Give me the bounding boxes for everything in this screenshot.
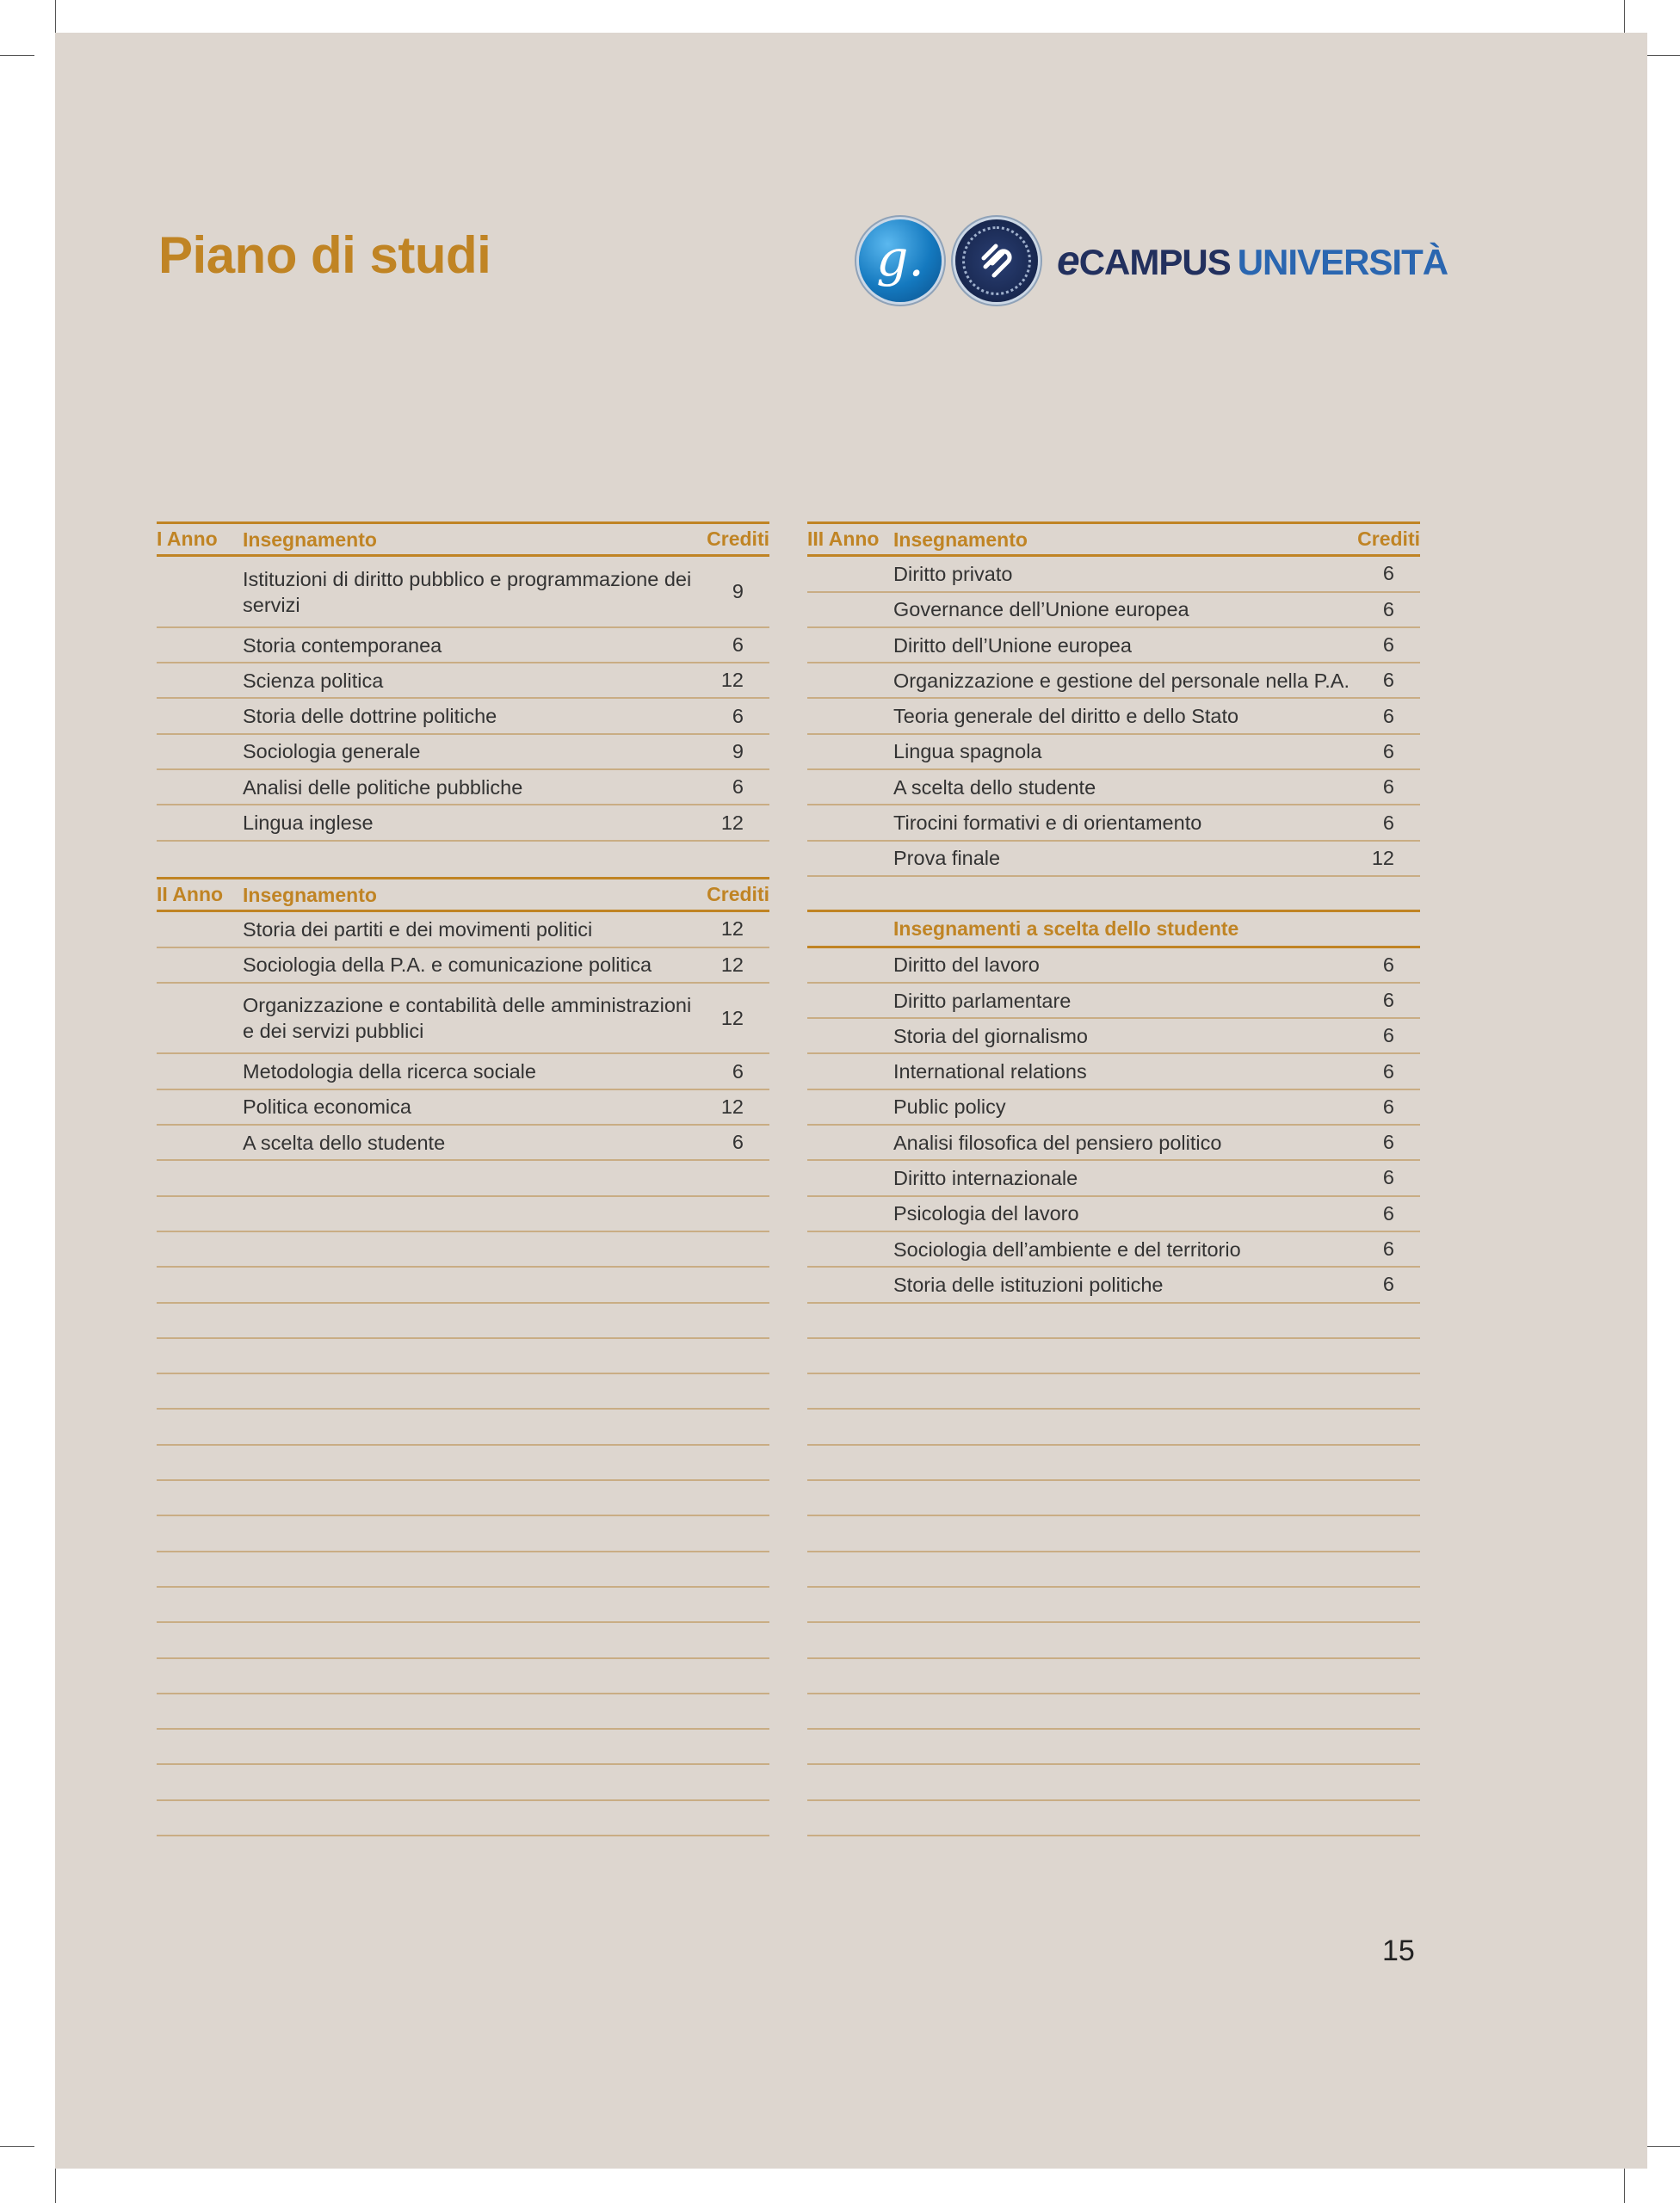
table-header-year1 xyxy=(157,521,769,557)
logo-group xyxy=(859,217,1448,305)
course-name: Lingua inglese xyxy=(243,811,374,835)
table-row xyxy=(807,1126,1420,1161)
course-credits: 6 xyxy=(1382,1166,1394,1189)
course-name: Istituzioni di diritto pubblico e programmazione dei servizi xyxy=(243,567,692,616)
table-row xyxy=(807,593,1420,628)
course-name: Analisi delle politiche pubbliche xyxy=(243,775,523,799)
crop-mark xyxy=(0,55,34,56)
course-credits: 6 xyxy=(1382,1131,1394,1154)
course-credits: 6 xyxy=(1382,1059,1394,1083)
course-credits: 6 xyxy=(1382,704,1394,727)
course-credits: 6 xyxy=(732,1059,744,1083)
g-logo-letter: g. xyxy=(876,229,924,287)
empty-ruled-line xyxy=(157,1659,769,1694)
course-name: Diritto del lavoro xyxy=(893,953,1040,977)
table-header-year3 xyxy=(807,521,1420,557)
table-row xyxy=(157,735,769,770)
empty-ruled-line xyxy=(807,1516,1420,1552)
course-name: Sociologia dell’ambiente e del territorio xyxy=(893,1237,1241,1261)
course-credits: 6 xyxy=(732,633,744,657)
page-title: Piano di studi xyxy=(158,226,491,284)
table-row xyxy=(807,735,1420,770)
course-name: Storia delle istituzioni politiche xyxy=(893,1273,1164,1296)
crop-mark xyxy=(55,2169,56,2203)
empty-ruled-line xyxy=(157,1197,769,1232)
course-name: Storia dei partiti e dei movimenti politici xyxy=(243,917,593,941)
empty-ruled-line xyxy=(807,1659,1420,1694)
table-row xyxy=(807,663,1420,699)
course-name: Storia contemporanea xyxy=(243,633,442,657)
course-credits: 6 xyxy=(1382,989,1394,1011)
course-name: Governance dell’Unione europea xyxy=(893,598,1189,621)
empty-ruled-line xyxy=(157,1481,769,1516)
course-credits: 12 xyxy=(720,1006,744,1029)
course-credits: 6 xyxy=(1382,669,1394,692)
empty-ruled-line xyxy=(157,1623,769,1658)
course-name: Organizzazione e contabilità delle amministrazioni e dei servizi pubblici xyxy=(243,994,692,1043)
empty-ruled-line xyxy=(157,1232,769,1268)
course-credits: 12 xyxy=(720,669,744,692)
ecampus-seal-icon xyxy=(955,219,1038,302)
table-row xyxy=(807,1197,1420,1232)
course-name: Diritto parlamentare xyxy=(893,989,1072,1012)
empty-ruled-line xyxy=(807,1304,1420,1339)
blank-lines xyxy=(157,1161,769,1836)
table-row xyxy=(807,805,1420,841)
table-row xyxy=(157,770,769,805)
course-credits: 6 xyxy=(1382,562,1394,585)
column-header-name: Insegnamento xyxy=(893,528,1028,551)
empty-ruled-line xyxy=(157,1161,769,1196)
table-row xyxy=(157,628,769,663)
empty-ruled-line xyxy=(157,1268,769,1303)
empty-ruled-line xyxy=(157,1446,769,1481)
empty-ruled-line xyxy=(157,1801,769,1836)
table-row xyxy=(807,948,1420,984)
crop-mark xyxy=(1646,55,1680,56)
course-credits: 6 xyxy=(1382,1201,1394,1225)
table-row xyxy=(157,948,769,984)
course-name: Metodologia della ricerca sociale xyxy=(243,1060,536,1083)
column-header-credits: Crediti xyxy=(707,883,769,906)
empty-ruled-line xyxy=(157,1304,769,1339)
empty-ruled-line xyxy=(807,1374,1420,1410)
empty-ruled-line xyxy=(157,1516,769,1552)
course-credits: 6 xyxy=(732,1131,744,1154)
empty-ruled-line xyxy=(157,1730,769,1765)
blank-lines xyxy=(807,1304,1420,1836)
course-name: Diritto dell’Unione europea xyxy=(893,633,1132,657)
course-credits: 12 xyxy=(1371,846,1394,869)
empty-ruled-line xyxy=(157,1552,769,1588)
empty-ruled-line xyxy=(807,1552,1420,1588)
empty-ruled-line xyxy=(157,1339,769,1374)
table-header-year2 xyxy=(157,877,769,912)
empty-ruled-line xyxy=(157,1765,769,1800)
table-row xyxy=(807,1161,1420,1196)
course-name: Lingua spagnola xyxy=(893,740,1042,763)
table-header-electives xyxy=(807,912,1420,947)
course-credits: 6 xyxy=(1382,775,1394,799)
course-credits: 6 xyxy=(1382,1237,1394,1261)
course-name: Prova finale xyxy=(893,847,1001,870)
table-row-empty xyxy=(807,877,1420,912)
course-name: Scienza politica xyxy=(243,669,384,692)
course-credits: 6 xyxy=(1382,1095,1394,1118)
empty-ruled-line xyxy=(807,1410,1420,1445)
course-name: Analisi filosofica del pensiero politico xyxy=(893,1131,1222,1154)
year-label: II Anno xyxy=(157,883,224,906)
course-credits: 6 xyxy=(1382,1024,1394,1047)
course-name: Storia delle dottrine politiche xyxy=(243,705,497,728)
course-credits: 6 xyxy=(732,775,744,799)
table-row xyxy=(157,912,769,947)
empty-ruled-line xyxy=(807,1446,1420,1481)
course-name: Psicologia del lavoro xyxy=(893,1202,1079,1225)
table-row xyxy=(807,699,1420,734)
table-row xyxy=(807,984,1420,1019)
empty-ruled-line xyxy=(807,1588,1420,1623)
ecampus-wordmark xyxy=(1057,238,1448,285)
right-column xyxy=(807,521,1420,1836)
table-row xyxy=(807,1090,1420,1126)
crop-mark xyxy=(1624,0,1625,33)
column-header-credits: Crediti xyxy=(1357,528,1420,551)
table-row xyxy=(807,1054,1420,1089)
table-row xyxy=(157,557,769,628)
table-row xyxy=(157,984,769,1055)
empty-ruled-line xyxy=(807,1623,1420,1658)
course-name: Sociologia generale xyxy=(243,740,421,763)
empty-ruled-line xyxy=(807,1694,1420,1730)
course-name: Sociologia della P.A. e comunicazione politica xyxy=(243,953,652,977)
electives-title: Insegnamenti a scelta dello studente xyxy=(893,917,1239,941)
table-row-empty xyxy=(157,842,769,877)
course-credits: 6 xyxy=(1382,633,1394,657)
table-row xyxy=(807,628,1420,663)
brand-universita: UNIVERSITÀ xyxy=(1237,241,1448,282)
crop-mark xyxy=(1646,2146,1680,2147)
year-label: III Anno xyxy=(807,528,880,551)
course-name: Public policy xyxy=(893,1095,1006,1119)
left-column xyxy=(157,521,769,1836)
empty-ruled-line xyxy=(807,1765,1420,1800)
course-name: A scelta dello studente xyxy=(893,775,1096,799)
empty-ruled-line xyxy=(807,1481,1420,1516)
course-name: A scelta dello studente xyxy=(243,1131,446,1154)
crop-mark xyxy=(55,0,56,33)
empty-ruled-line xyxy=(157,1410,769,1445)
course-credits: 6 xyxy=(1382,1273,1394,1296)
course-credits: 9 xyxy=(732,739,744,762)
course-name: Organizzazione e gestione del personale nella P.A. xyxy=(893,669,1350,692)
course-name: Teoria generale del diritto e dello Stato xyxy=(893,705,1239,728)
course-credits: 6 xyxy=(1382,739,1394,762)
empty-ruled-line xyxy=(807,1730,1420,1765)
table-row xyxy=(157,1126,769,1161)
table-row xyxy=(157,805,769,841)
course-credits: 12 xyxy=(720,811,744,834)
table-row xyxy=(157,1090,769,1126)
crop-mark xyxy=(1624,2169,1625,2203)
course-credits: 12 xyxy=(720,1095,744,1118)
column-header-credits: Crediti xyxy=(707,528,769,551)
table-row xyxy=(157,1054,769,1089)
brand-e: e xyxy=(1057,238,1079,284)
course-name: Tirocini formativi e di orientamento xyxy=(893,811,1202,835)
page-number: 15 xyxy=(1382,1935,1415,1967)
course-credits: 6 xyxy=(732,704,744,727)
course-credits: 12 xyxy=(720,917,744,941)
crop-mark xyxy=(0,2146,34,2147)
empty-ruled-line xyxy=(807,1339,1420,1374)
course-name: Politica economica xyxy=(243,1095,411,1119)
table-row xyxy=(807,1232,1420,1268)
table-row xyxy=(807,842,1420,877)
empty-ruled-line xyxy=(157,1588,769,1623)
course-name: Diritto internazionale xyxy=(893,1166,1078,1189)
empty-ruled-line xyxy=(157,1374,769,1410)
course-credits: 12 xyxy=(720,953,744,976)
course-name: International relations xyxy=(893,1060,1087,1083)
column-header-name: Insegnamento xyxy=(243,883,377,906)
empty-ruled-line xyxy=(807,1801,1420,1836)
course-credits: 6 xyxy=(1382,597,1394,620)
g-logo-icon xyxy=(859,219,942,302)
course-credits: 6 xyxy=(1382,953,1394,976)
table-row xyxy=(807,1268,1420,1303)
table-row xyxy=(807,770,1420,805)
course-credits: 6 xyxy=(1382,811,1394,834)
empty-ruled-line xyxy=(157,1694,769,1730)
course-name: Storia del giornalismo xyxy=(893,1024,1088,1047)
table-row xyxy=(807,1019,1420,1054)
course-name: Diritto privato xyxy=(893,562,1013,585)
table-row xyxy=(157,663,769,699)
course-credits: 9 xyxy=(732,580,744,603)
brand-campus: CAMPUS xyxy=(1078,241,1231,282)
year-label: I Anno xyxy=(157,528,218,551)
table-row xyxy=(807,557,1420,592)
table-row xyxy=(157,699,769,734)
column-header-name: Insegnamento xyxy=(243,528,377,551)
